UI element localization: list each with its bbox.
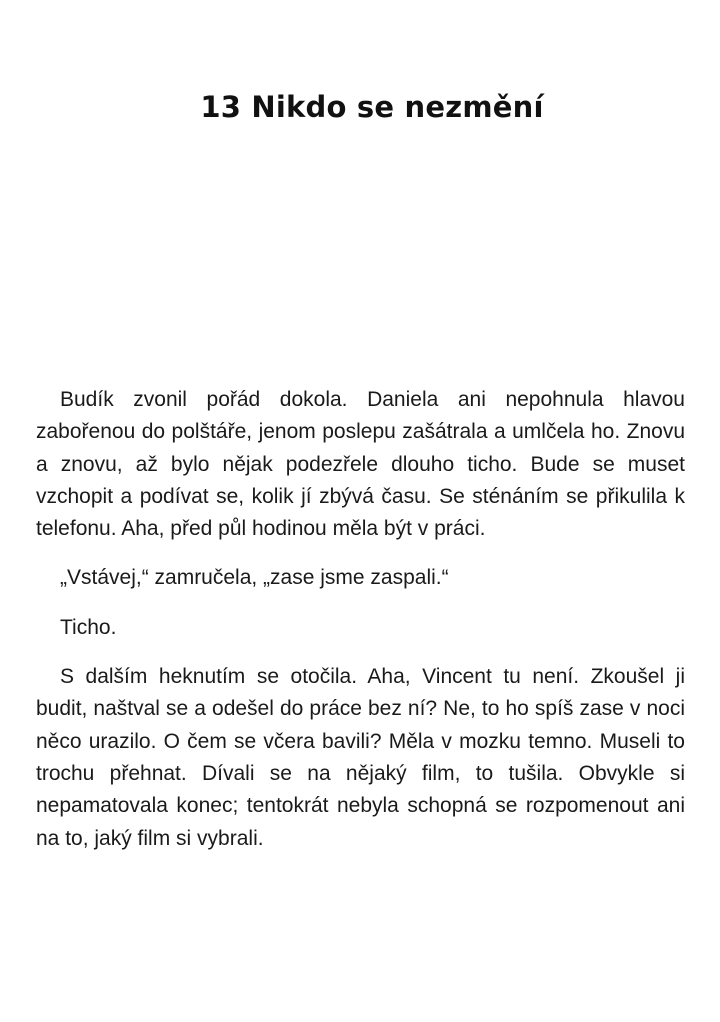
chapter-title: 13 Nikdo se nezmění: [200, 90, 544, 124]
paragraph-1: Budík zvonil pořád dokola. Daniela ani nepohnula hlavou zabořenou do polštáře, jenom poslepu zašátrala a umlčela ho. Znovu a znovu, až bylo nějak podezřele dlouho ticho. Bude se muset vzchopit a podívat se, kolik jí zbývá času. Se sténáním se přikulila k telefonu. Aha, před půl hodinou měla být v práci.: [36, 388, 685, 541]
paragraph-4: S dalším heknutím se otočila. Aha, Vincent tu není. Zkoušel ji budit, naštval se a odešel do práce bez ní? Ne, to ho spíš zase v noci něco urazilo. O čem se včera bavili? Měla v mozku temno. Museli to trochu přehnat. Dívali se na nějaký film, to tušila. Obvykle si nepamatovala konec; tentokrát nebyla schopná se rozpomenout ani na to, jaký film si vybrali.: [36, 665, 685, 850]
paragraph-2: „Vstávej,“ zamručela, „zase jsme zaspali.“: [60, 566, 449, 590]
chapter-body: [36, 384, 685, 872]
paragraph-3: Ticho.: [60, 615, 117, 639]
